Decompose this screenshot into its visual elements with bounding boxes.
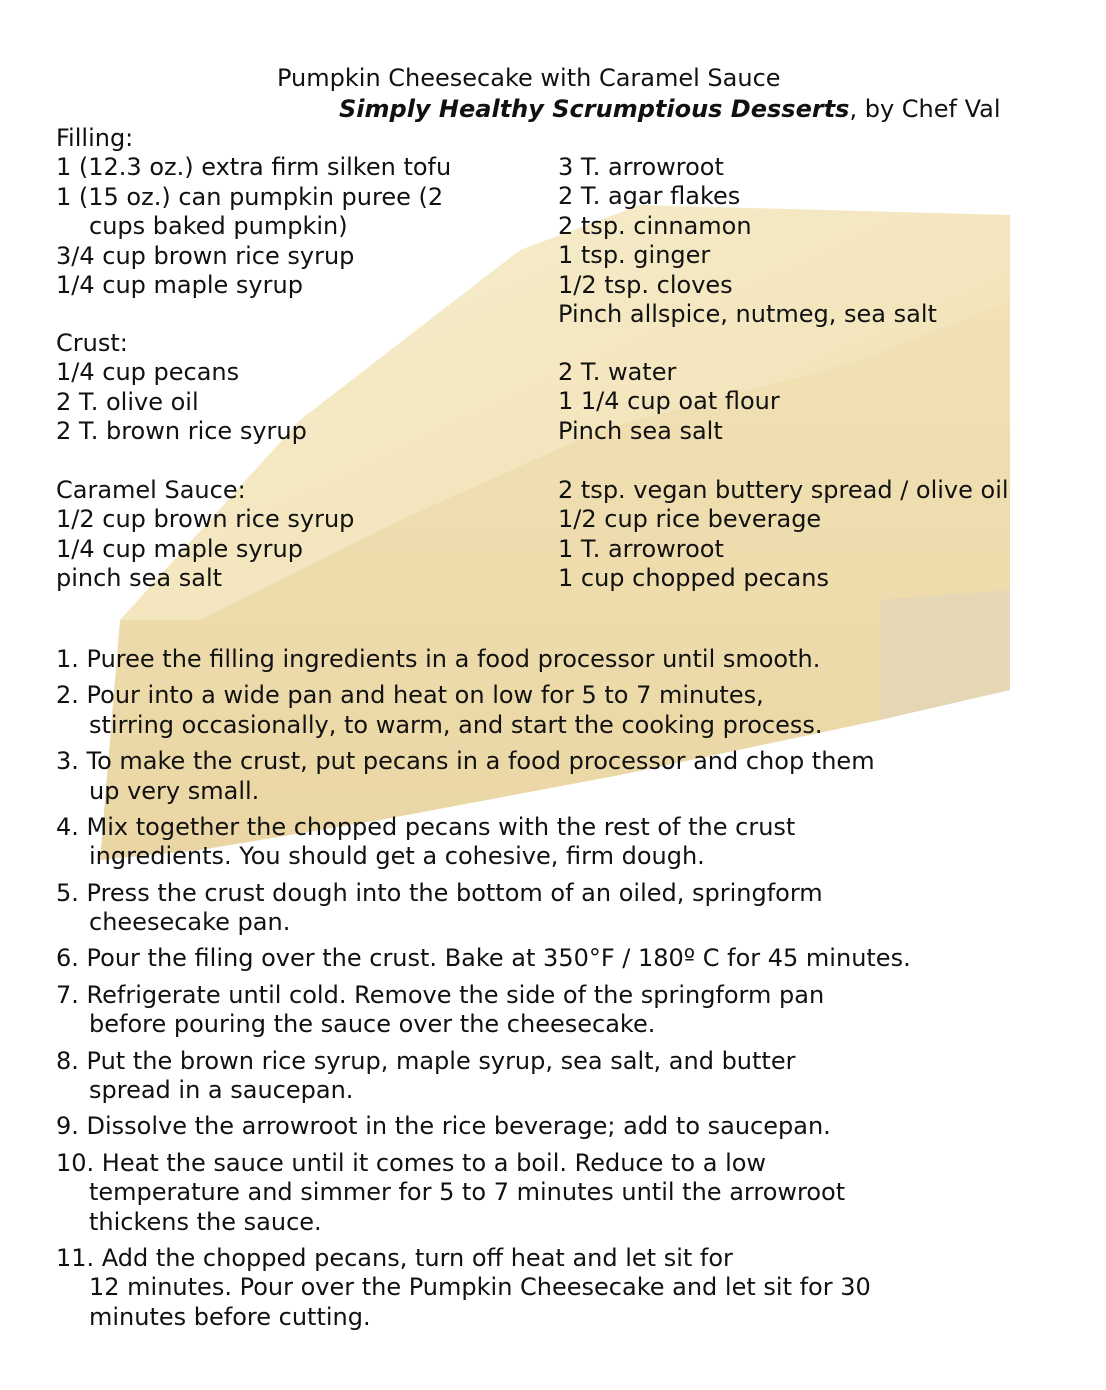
ingredient: 2 tsp. cinnamon — [558, 211, 752, 240]
ingredient-continuation: cups baked pumpkin) — [89, 212, 348, 241]
ingredient: 1/4 cup maple syrup — [56, 271, 303, 300]
ingredient: 1 cup chopped pecans — [558, 564, 829, 593]
step-line: 2. Pour into a wide pan and heat on low for 5 to 7 minutes, — [56, 681, 764, 710]
instruction-step — [56, 747, 911, 806]
ingredient: 1/2 cup rice beverage — [558, 505, 822, 534]
instruction-step — [56, 944, 911, 974]
ingredient: 1 (12.3 oz.) extra firm silken tofu — [56, 153, 452, 182]
caramel-left-list — [56, 476, 354, 594]
instruction-step — [56, 1244, 911, 1333]
ingredient: 2 T. brown rice syrup — [56, 417, 307, 446]
step-line: up very small. — [89, 776, 260, 805]
step-line: spread in a saucepan. — [89, 1076, 354, 1105]
ingredient: 2 T. agar flakes — [558, 182, 741, 211]
instructions-list — [56, 645, 911, 1339]
recipe-subtitle — [339, 95, 1001, 125]
step-line: 8. Put the brown rice syrup, maple syrup, sea salt, and butter — [56, 1046, 796, 1075]
ingredient: 1/4 cup maple syrup — [56, 534, 303, 563]
ingredient: 1 1/4 cup oat flour — [558, 387, 780, 416]
ingredient: 3 T. arrowroot — [558, 153, 724, 181]
step-line: thickens the sauce. — [89, 1207, 322, 1236]
instruction-step — [56, 813, 911, 872]
recipe-title: Pumpkin Cheesecake with Caramel Sauce — [277, 64, 781, 92]
step-line: before pouring the sauce over the cheesecake. — [89, 1010, 656, 1039]
step-line: 5. Press the crust dough into the bottom of an oiled, springform — [56, 878, 823, 907]
crust-left-list — [56, 329, 307, 447]
step-line: 12 minutes. Pour over the Pumpkin Cheesecake and let sit for 30 — [89, 1273, 871, 1302]
step-line: cheesecake pan. — [89, 908, 291, 937]
crust-right-list — [558, 358, 780, 446]
author-credit: , by Chef Val — [849, 95, 1001, 123]
instruction-step — [56, 879, 911, 938]
ingredient: 1 tsp. ginger — [558, 241, 711, 270]
ingredient: 1/2 tsp. cloves — [558, 270, 733, 299]
step-line: 9. Dissolve the arrowroot in the rice beverage; add to saucepan. — [56, 1112, 831, 1141]
step-line: temperature and simmer for 5 to 7 minutes until the arrowroot — [89, 1178, 846, 1207]
ingredient: 2 tsp. vegan buttery spread / olive oil — [558, 476, 1009, 504]
crust-heading: Crust: — [56, 329, 128, 357]
ingredient: 2 T. water — [558, 358, 677, 386]
step-line: minutes before cutting. — [89, 1302, 371, 1331]
ingredient: 1 (15 oz.) can pumpkin puree (2 — [56, 182, 444, 211]
book-title: Simply Healthy Scrumptious Desserts — [339, 95, 850, 123]
step-line: 6. Pour the filing over the crust. Bake at 350°F / 180º C for 45 minutes. — [56, 944, 911, 973]
filling-right-list — [558, 153, 937, 329]
caramel-right-list — [558, 476, 1009, 594]
ingredient: Pinch allspice, nutmeg, sea salt — [558, 300, 937, 329]
instruction-step — [56, 1149, 911, 1238]
filling-left-list — [56, 124, 451, 300]
ingredient: pinch sea salt — [56, 564, 223, 593]
ingredient: 2 T. olive oil — [56, 387, 199, 416]
ingredient: 1 T. arrowroot — [558, 534, 724, 563]
instruction-step — [56, 1112, 911, 1142]
instruction-step — [56, 645, 911, 675]
ingredient: 1/2 cup brown rice syrup — [56, 505, 355, 534]
step-line: 1. Puree the filling ingredients in a food processor until smooth. — [56, 645, 821, 673]
step-line: 3. To make the crust, put pecans in a food processor and chop them — [56, 747, 875, 776]
ingredient: 1/4 cup pecans — [56, 358, 240, 387]
ingredient: 3/4 cup brown rice syrup — [56, 241, 355, 270]
instruction-step — [56, 1047, 911, 1106]
step-line: 7. Refrigerate until cold. Remove the side of the springform pan — [56, 980, 825, 1009]
filling-heading: Filling: — [56, 124, 134, 152]
instruction-step — [56, 681, 911, 740]
caramel-heading: Caramel Sauce: — [56, 476, 246, 504]
step-line: 10. Heat the sauce until it comes to a boil. Reduce to a low — [56, 1148, 767, 1177]
step-line: 4. Mix together the chopped pecans with the rest of the crust — [56, 812, 796, 841]
instruction-step — [56, 981, 911, 1040]
step-line: 11. Add the chopped pecans, turn off heat and let sit for — [56, 1243, 733, 1272]
step-line: stirring occasionally, to warm, and start the cooking process. — [89, 710, 823, 739]
step-line: ingredients. You should get a cohesive, firm dough. — [89, 842, 705, 871]
ingredient: Pinch sea salt — [558, 416, 723, 445]
